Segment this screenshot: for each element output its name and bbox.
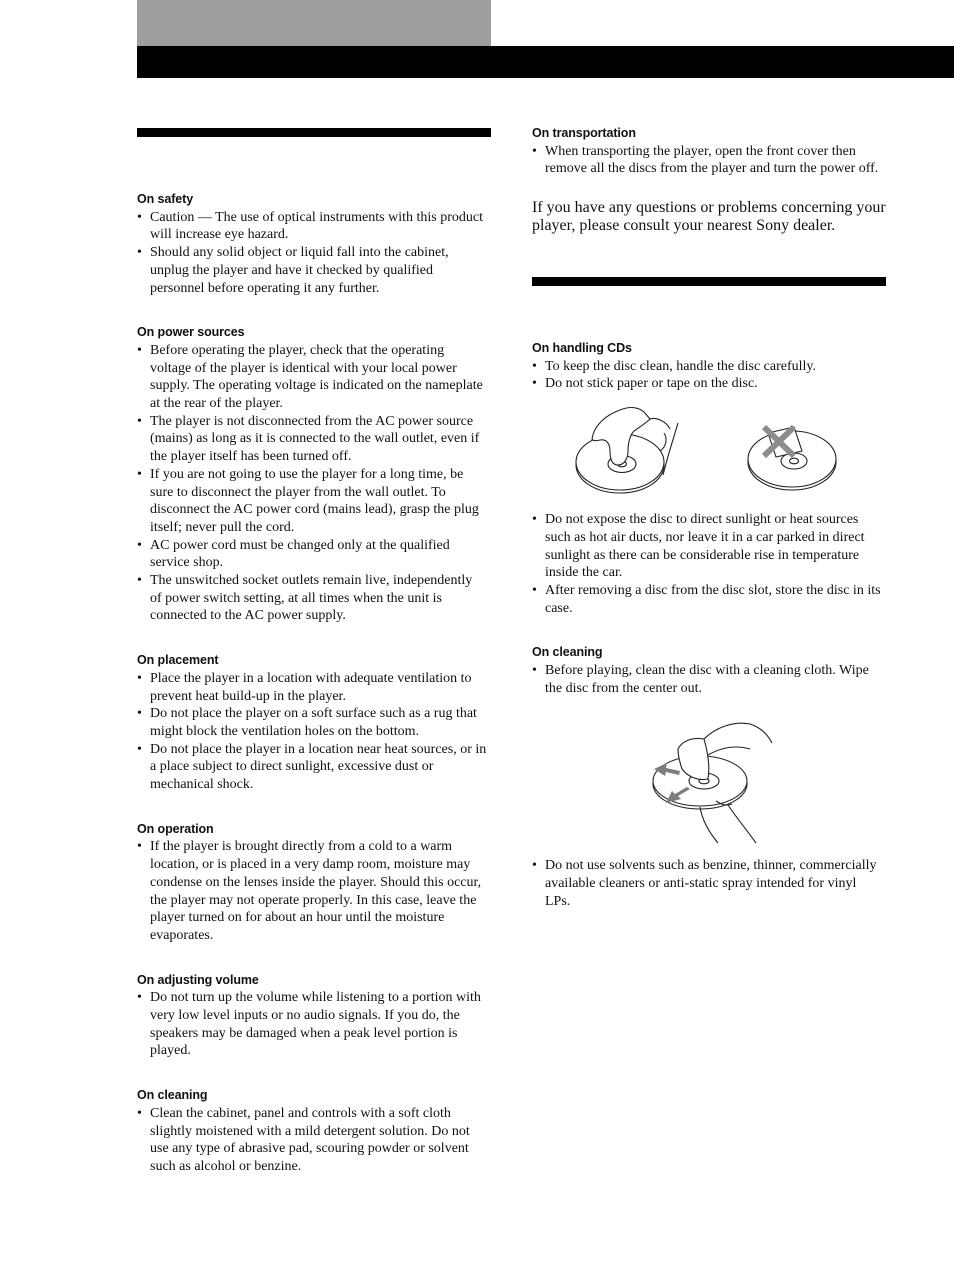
- text-line: disconnect the AC power cord (mains lead), grasp the plug: [150, 502, 479, 518]
- bullet-marker: [137, 537, 142, 555]
- text-line: If the player is brought directly from a cold to a warm: [150, 839, 453, 855]
- list-item: [137, 670, 491, 705]
- bullet-marker: [137, 572, 142, 590]
- disc-wiping-icon: [653, 724, 772, 844]
- list-item: [137, 741, 491, 794]
- text-line: unplug the player and have it checked by qualified: [150, 262, 434, 278]
- list-item: [532, 358, 886, 376]
- section-heading: On safety: [137, 192, 194, 206]
- list-item: [532, 143, 886, 178]
- bullet-marker: [137, 466, 142, 484]
- manual-section: [137, 821, 491, 945]
- text-line: might block the ventilation holes on the bottom.: [150, 723, 420, 739]
- text-line: very low level inputs or no audio signals. If you do, the: [150, 1008, 460, 1024]
- manual-section: [137, 191, 491, 297]
- bullet-marker: [137, 838, 142, 856]
- text-line: After removing a disc from the disc slot, store the disc in its: [545, 582, 881, 598]
- text-line: sunlight as there can be considerable rise in temperature: [545, 547, 860, 563]
- text-line: mechanical shock.: [150, 777, 254, 793]
- list-item: [532, 662, 886, 697]
- text-line: Before playing, clean the disc with a cleaning cloth. Wipe: [545, 663, 869, 678]
- text-line: Do not place the player on a soft surface such as a rug that: [150, 706, 477, 722]
- bullet-marker: [137, 413, 142, 431]
- list-item: [137, 989, 491, 1060]
- text-line: Place the player in a location with adequate ventilation to: [150, 670, 472, 686]
- list-item: [137, 1105, 491, 1176]
- bullet-marker: [532, 857, 537, 875]
- bullet-list: [137, 342, 491, 625]
- bullet-marker: [532, 582, 537, 600]
- text-line: the disc from the center out.: [545, 680, 703, 696]
- list-item: [137, 413, 491, 466]
- section-heading: On cleaning: [137, 1088, 208, 1103]
- text-line: Do not expose the disc to direct sunlight or heat sources: [545, 512, 859, 528]
- bullet-marker: [532, 143, 537, 161]
- disc-handling-illustration: [532, 393, 886, 511]
- text-line: If you are not going to use the player for a long time, be: [150, 466, 464, 482]
- bullet-marker: [137, 741, 142, 759]
- text-line: AC power cord must be changed only at the qualified: [150, 537, 450, 553]
- list-item: [532, 857, 886, 910]
- text-line: If you have any questions or problems concerning your: [532, 199, 886, 217]
- bullet-marker: [532, 375, 537, 393]
- text-line: remove all the discs from the player and turn the power off.: [545, 161, 879, 177]
- header-bar: [137, 46, 954, 78]
- text-line: The unswitched socket outlets remain live, independently: [150, 573, 473, 589]
- list-item: [137, 537, 491, 572]
- bullet-marker: [532, 511, 537, 529]
- text-line: of power switch setting, at all times when the unit is: [150, 590, 443, 606]
- section-heading: On handling CDs: [532, 341, 632, 355]
- bullet-list: [532, 511, 886, 617]
- text-line: Do not turn up the volume while listening to a portion with: [150, 990, 481, 1006]
- text-line: Before operating the player, check that the operating: [150, 342, 445, 358]
- text-line: available cleaners or anti-static spray intended for vinyl: [545, 876, 857, 892]
- text-line: use any type of abrasive pad, scouring powder or solvent: [150, 1141, 469, 1157]
- list-item: [137, 705, 491, 740]
- right-section-rule: [532, 277, 886, 286]
- text-line: at the rear of the player.: [150, 396, 283, 411]
- list-item: [532, 375, 886, 393]
- bullet-list: [137, 989, 491, 1060]
- bullet-marker: [137, 342, 142, 360]
- section-heading: On power sources: [137, 325, 245, 340]
- text-line: LPs.: [545, 893, 571, 909]
- bullet-marker: [532, 358, 537, 376]
- left-column: [137, 191, 491, 1203]
- text-line: Do not place the player in a location near heat sources, or in: [150, 741, 487, 757]
- text-line: case.: [545, 600, 573, 616]
- section-heading: On cleaning: [532, 645, 603, 660]
- text-line: personnel before operating it any further.: [150, 280, 380, 296]
- section-heading: On placement: [137, 653, 219, 668]
- text-line: evaporates.: [150, 927, 214, 943]
- bullet-marker: [137, 1105, 142, 1123]
- text-line: a place subject to direct sunlight, excessive dust or: [150, 759, 434, 775]
- text-line: voltage of the player is identical with your local power: [150, 360, 457, 376]
- list-item: [137, 466, 491, 537]
- disc-with-tape-icon: [748, 427, 836, 490]
- bullet-marker: [137, 244, 142, 262]
- bullet-marker: [137, 209, 142, 227]
- bullet-list: [137, 1105, 491, 1176]
- right-column-upper: [532, 125, 886, 235]
- disc-held-by-hand-icon: [576, 408, 678, 493]
- text-line: service shop.: [150, 555, 224, 571]
- right-column-lower: [532, 340, 886, 938]
- bullet-marker: [137, 989, 142, 1007]
- list-item: [532, 582, 886, 617]
- text-line: sure to disconnect the player from the wall outlet. To: [150, 484, 446, 500]
- list-item: [137, 572, 491, 625]
- text-line: prevent heat build-up in the player.: [150, 688, 346, 704]
- bullet-marker: [532, 662, 537, 680]
- section-heading: On operation: [137, 821, 214, 836]
- text-line: supply. The operating voltage is indicated on the nameplate: [150, 378, 483, 394]
- text-line: the player itself has been turned off.: [150, 449, 352, 465]
- list-item: [137, 244, 491, 297]
- text-line: player turned on for about an hour until the moisture: [150, 910, 445, 926]
- text-line: To keep the disc clean, handle the disc carefully.: [545, 358, 816, 374]
- manual-section: [532, 340, 886, 617]
- section-heading: On transportation: [532, 126, 636, 140]
- text-line: speakers may be damaged when a peak level portion is: [150, 1025, 458, 1041]
- list-item: [532, 511, 886, 582]
- manual-section: [532, 644, 886, 910]
- text-line: The player is not disconnected from the AC power source: [150, 413, 474, 429]
- bullet-list: [532, 143, 886, 178]
- text-line: connected to the AC power supply.: [150, 608, 346, 624]
- manual-section: [137, 972, 491, 1061]
- text-line: slightly moistened with a mild detergent solution. Do not: [150, 1123, 470, 1139]
- list-item: [137, 342, 491, 413]
- disc-cleaning-illustration: [532, 697, 886, 857]
- upper-hand-icon: [704, 724, 772, 756]
- text-line: played.: [150, 1043, 191, 1059]
- manual-section: [532, 125, 886, 178]
- text-line: location, or is placed in a very damp room, moisture may: [150, 857, 471, 873]
- text-line: player, please consult your nearest Sony dealer.: [532, 217, 836, 235]
- manual-section: [137, 1087, 491, 1176]
- text-line: Caution — The use of optical instruments with this product: [150, 209, 483, 225]
- text-line: such as hot air ducts, nor leave it in a car parked in direct: [545, 529, 865, 545]
- text-line: inside the car.: [545, 565, 623, 581]
- text-line: Do not use solvents such as benzine, thinner, commercially: [545, 858, 877, 874]
- text-line: Do not stick paper or tape on the disc.: [545, 376, 758, 392]
- header-tab: [137, 0, 491, 46]
- text-line: such as alcohol or benzine.: [150, 1158, 302, 1174]
- text-line: condense on the lenses inside the player. Should this occur,: [150, 874, 482, 890]
- bullet-list: [137, 209, 491, 298]
- text-line: Should any solid object or liquid fall into the cabinet,: [150, 245, 449, 261]
- manual-section: [137, 324, 491, 625]
- bullet-marker: [137, 670, 142, 688]
- bullet-marker: [137, 705, 142, 723]
- text-line: When transporting the player, open the front cover then: [545, 143, 856, 159]
- upper-sections: [532, 125, 886, 178]
- list-item: [137, 838, 491, 944]
- bullet-list: [137, 838, 491, 944]
- bullet-list: [532, 358, 886, 393]
- text-line: (mains) as long as it is connected to the wall outlet, even if: [150, 431, 480, 447]
- list-item: [137, 209, 491, 244]
- bullet-list: [532, 857, 886, 910]
- dealer-note: [532, 199, 886, 235]
- bullet-list: [532, 662, 886, 697]
- text-line: will increase eye hazard.: [150, 227, 289, 243]
- manual-section: [137, 652, 491, 794]
- text-line: Clean the cabinet, panel and controls with a soft cloth: [150, 1105, 451, 1121]
- left-section-rule: [137, 128, 491, 137]
- text-line: the player may not operate properly. In this case, leave the: [150, 892, 477, 908]
- section-heading: On adjusting volume: [137, 972, 259, 987]
- text-line: itself; never pull the cord.: [150, 519, 295, 535]
- bullet-list: [137, 670, 491, 794]
